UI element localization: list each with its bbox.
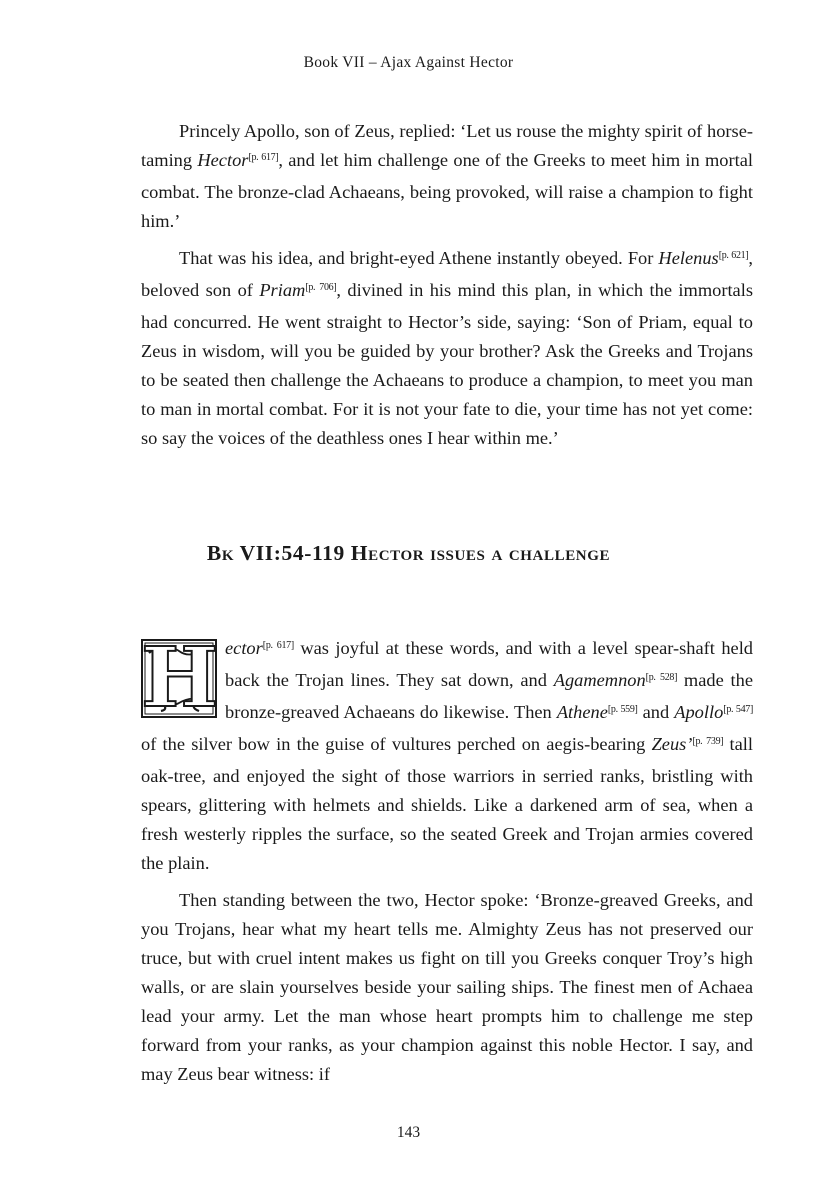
name-apollo: Apollo [674,702,724,722]
page-reference[interactable]: [p. 547] [723,704,754,715]
page-reference[interactable]: [p. 617] [262,640,294,651]
text-run: made the bronze-greaved Achaeans do likewise. Then [225,670,753,722]
page-reference[interactable]: [p. 528] [645,672,678,683]
paragraph-hector-joyful [141,630,754,878]
page-reference[interactable]: [p. 739] [692,736,724,747]
page-reference[interactable]: [p. 706] [305,282,337,293]
text-run: was joyful at these words, and with a level spear-shaft held back the Trojan lines. They sat down, and [225,638,753,690]
page-number: 143 [396,1124,421,1141]
page-reference[interactable]: [p. 621] [718,250,749,261]
dropcap [141,630,219,726]
text-run: and [637,702,675,722]
text-run: , beloved son of [141,248,754,300]
text-run: , and let him challenge one of the Greeks to meet him in mortal combat. The bronze-clad Achaeans, being provoked, will raise a champion to fight him.’ [141,150,753,231]
text-run: , divined in his mind this plan, in which the immortals had concurred. He went straight to Hector’s side, saying: ‘Son of Priam, equal to Zeus in wisdom, will you be guided by your brother? Ask the Greeks and Trojans to be seated then challenge the Achaeans to produce a champion, to meet you man to man in mortal combat. For it is not your fate to die, your time has not yet come: so say the voices of the deathless ones I hear within me.’ [141,280,753,448]
page-reference[interactable]: [p. 617] [248,152,279,163]
name-zeus: Zeus’ [651,734,693,754]
body-text-section-2 [141,630,754,1097]
section-heading: Bk VII:54-119 Hector issues a challenge [206,541,611,565]
text-run: That was his idea, and bright-eyed Athene instantly obeyed. For [179,248,659,268]
paragraph-helenus [141,244,753,453]
name-athene: Athene [556,702,608,722]
name-priam: Priam [259,280,306,300]
paragraph-apollo-reply [141,117,753,236]
dropcap-letter: H [141,630,219,726]
name-hector: ector [225,638,263,658]
running-head: Book VII – Ajax Against Hector [303,54,514,71]
text-run: of the silver bow in the guise of vultures perched on aegis-bearing [141,734,652,754]
text-run: tall oak-tree, and enjoyed the sight of those warriors in serried ranks, bristling with spears, glittering with helmets and shields. Like a darkened arm of sea, when a fresh westerly ripples the surface, so the seated Greek and Trojan armies covered the plain. [141,734,754,873]
name-helenus: Helenus [658,248,719,268]
name-hector: Hector [197,150,249,170]
page-reference[interactable]: [p. 559] [607,704,638,715]
text-run: Princely Apollo, son of Zeus, replied: ‘Let us rouse the mighty spirit of horse-taming [141,121,753,170]
body-text-section-1 [141,117,753,461]
name-agamemnon: Agamemnon [553,670,646,690]
paragraph-hector-speaks: Then standing between the two, Hector spoke: ‘Bronze-greaved Greeks, and you Trojans, hear what my heart tells me. Almighty Zeus has not preserved our truce, but with cruel intent makes us fight on till you Greeks conquer Troy’s high walls, or are slain yourselves beside your sailing ships. The finest men of Achaea lead your army. Let the man whose heart prompts him to challenge me step forward from your ranks, as your champion against this noble Hector. I say, and may Zeus bear witness: if [141,890,753,1084]
